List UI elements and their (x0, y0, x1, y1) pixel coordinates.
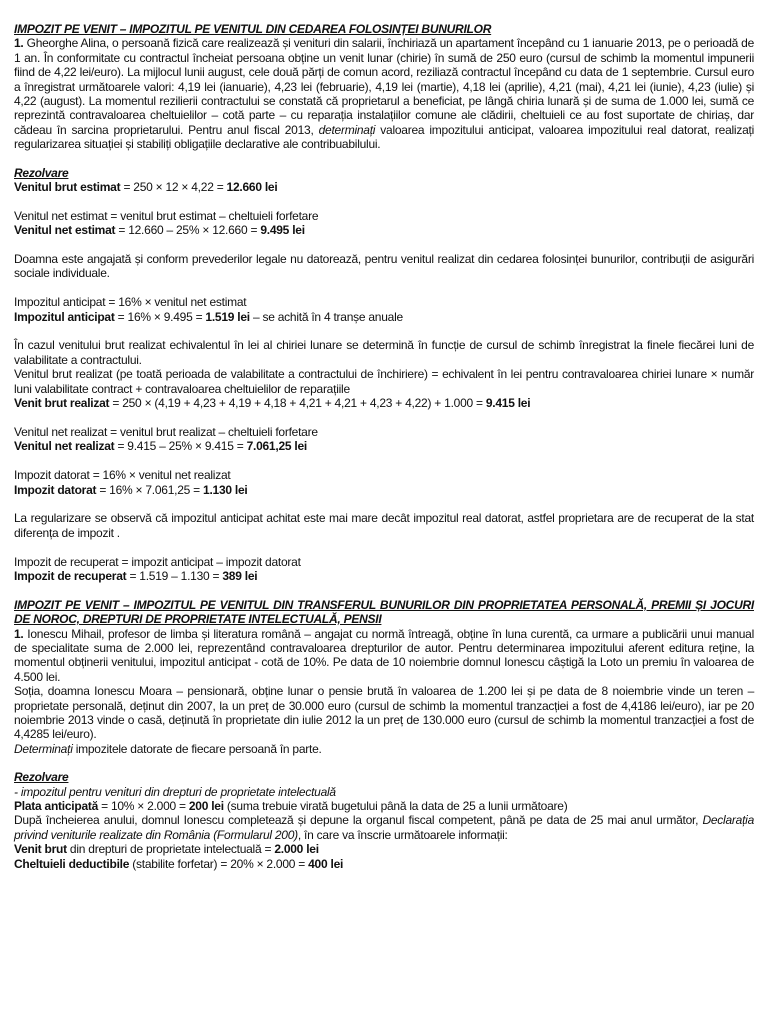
problem-2-sotia-paragraph: Soția, doamna Ionescu Moara – pensionară, obține lunar o pensie brută în valoarea de 1.200 lei și pe data de 8 noiembrie vinde un teren – proprietate personală, deținut din 2007, la un preț de 30.000 euro (cursul de schimb la momentul tranzacției a fost de 4,4186 lei/euro), iar pe 20 noiembrie 2013 vinde o casă, deținută în proprietate din iulie 2012 la un preț de 130.000 euro (cursul de schimb la momentul tranzacției a fost de 4,4285 lei/euro). (14, 684, 754, 742)
problem-1-statement: 1. Gheorghe Alina, o persoană fizică care realizează și venituri din salarii, închiriază un apartament începând cu 1 ianuarie 2013, pe o perioadă de 1 an. În conformitate cu contractul încheiat persoana obține un venit lunar (chirie) în sumă de 250 euro (cursul de schimb la momentul impunerii fiind de 4,22 lei/euro). La mijlocul lunii august, cele două părți de comun acord, reziliază contractul începând cu data de 1 septembrie. Cursul euro a înregistrat următoarele valori: 4,19 lei (ianuarie), 4,23 lei (februarie), 4,19 lei (martie), 4,18 lei (aprilie), 4,21 (mai), 4,21 lei (iunie), 4,23 (iulie) și 4,22 (august). La momentul rezilierii contractului se constată că proprietarul a beneficiat, pe lângă chiria lunară și de suma de 1.000 lei, sumă ce reprezintă contravaloarea cheltuielilor – cotă parte – cu reparația instalațiilor comune ale clădirii, cheltuieli ce au fost suportate de chiriaș, dar cădeau în sarcina proprietarului. Pentru anul fiscal 2013, determinați valoarea impozitului anticipat, valoarea impozitului real datorat, realizați regularizarea situației și stabiliți obligațiile declarative ale contribuabilului. (14, 36, 754, 152)
section-1-title: IMPOZIT PE VENIT – IMPOZITUL PE VENITUL DIN CEDAREA FOLOSINȚEI BUNURILOR (14, 22, 492, 36)
venit-brut-estimat-line: Venitul brut estimat = 250 × 12 × 4,22 = 12.660 lei (14, 180, 278, 195)
impozit-datorat-line: Impozit datorat = 16% × 7.061,25 = 1.130 lei (14, 482, 248, 497)
regularizare-paragraph: La regularizare se observă că impozitul anticipat achitat este mai mare decât impozitul real datorat, astfel proprietara are de recuperat de la stat diferența de impozit . (14, 511, 754, 540)
rezolvare-heading: Rezolvare (14, 770, 69, 785)
contributii-paragraph: Doamna este angajată și conform prevederilor legale nu datorează, pentru venitul realizat din cedarea folosinței bunurilor, contribuții de asigurări sociale individuale. (14, 252, 754, 281)
venit-brut-line: Venit brut din drepturi de proprietate intelectuală = 2.000 lei (14, 842, 319, 857)
section-2-title: IMPOZIT PE VENIT – IMPOZITUL PE VENITUL DIN TRANSFERUL BUNURILOR DIN PROPRIETATEA PERSONALĂ, PREMII ȘI JOCURI DE NOROC, DREPTURI DE PROPRIETATE INTELECTUALĂ, PENSII (14, 597, 754, 627)
venit-brut-realizat-formula: Venitul brut realizat (pe toată perioada de valabilitate a contractului de închiriere) = echivalent în lei pentru contravaloarea chiriei lunare × număr luni valabilitate contract + contravaloarea cheltuielilor de reparațiile (14, 367, 754, 396)
cheltuieli-deductibile-line: Cheltuieli deductibile (stabilite forfetar) = 20% × 2.000 = 400 lei (14, 856, 344, 871)
venit-net-realizat-line: Venitul net realizat = 9.415 – 25% × 9.415 = 7.061,25 lei (14, 439, 307, 454)
impozit-datorat-formula: Impozit datorat = 16% × venitul net realizat (14, 468, 231, 483)
venit-net-estimat-line: Venitul net estimat = 12.660 – 25% × 12.660 = 9.495 lei (14, 223, 305, 238)
impozit-recuperat-formula: Impozit de recuperat = impozit anticipat – impozit datorat (14, 554, 301, 569)
problem-number: 1. (14, 36, 24, 51)
subtitle-drepturi-autor: - impozitul pentru venituri din drepturi de proprietate intelectuală (14, 784, 336, 799)
venit-brut-realizat-line: Venit brut realizat = 250 × (4,19 + 4,23 + 4,19 + 4,18 + 4,21 + 4,21 + 4,23 + 4,22) + 1.000 = 9.415 lei (14, 396, 531, 411)
problem-2-question: Determinați impozitele datorate de fiecare persoană în parte. (14, 741, 322, 756)
venit-net-estimat-formula: Venitul net estimat = venitul brut estimat – cheltuieli forfetare (14, 208, 319, 223)
rezolvare-heading: Rezolvare (14, 165, 69, 180)
impozit-anticipat-line: Impozitul anticipat = 16% × 9.495 = 1.519 lei – se achită în 4 tranșe anuale (14, 309, 403, 324)
declaratie-paragraph: După încheierea anului, domnul Ionescu completează și depune la organul fiscal competent, până pe data de 25 mai anul următor, Declarația privind veniturile realizate din România (Formularul 200), în care va înscrie următoarele informații: (14, 813, 754, 842)
impozit-recuperat-line: Impozit de recuperat = 1.519 – 1.130 = 389 lei (14, 568, 258, 583)
document-page (14, 0, 754, 871)
plata-anticipata-line: Plata anticipată = 10% × 2.000 = 200 lei (suma trebuie virată bugetului până la data de 25 a lunii următoare) (14, 798, 568, 813)
impozit-anticipat-formula: Impozitul anticipat = 16% × venitul net estimat (14, 295, 247, 310)
venit-net-realizat-formula: Venitul net realizat = venitul brut realizat – cheltuieli forfetare (14, 424, 318, 439)
problem-number: 1. (14, 626, 24, 641)
venit-brut-realizat-explanation: În cazul venitului brut realizat echivalentul în lei al chiriei lunare se determină în funcție de cursul de schimb înregistrat la finele fiecărei luni de valabilitate a contractului. (14, 338, 754, 367)
problem-2-statement: 1. Ionescu Mihail, profesor de limba și literatura română – angajat cu normă întreagă, obține în luna curentă, ca urmare a publicării unui manual de specialitate suma de 2.000 lei, reprezentând contravaloarea drepturilor de autor. Pentru determinarea impozitului aferent editura reține, la momentul obținerii venitului, impozitul anticipat - cotă de 10%. Pe data de 10 noiembrie domnul Ionescu câștigă la Loto un premiu în valoarea de 4.500 lei. (14, 626, 754, 684)
